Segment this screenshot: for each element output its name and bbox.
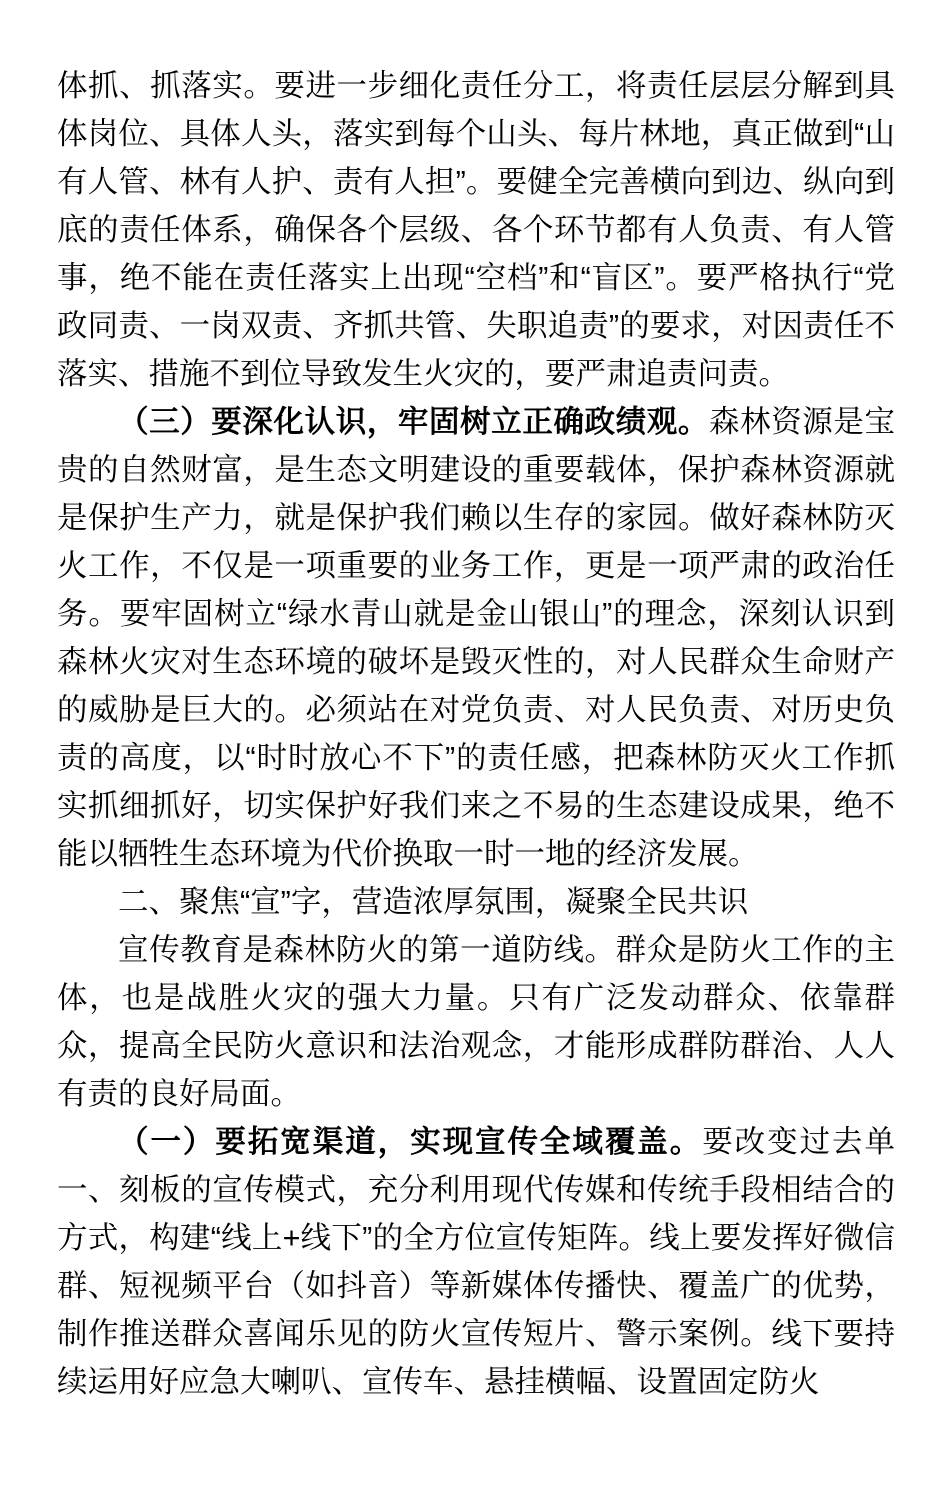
paragraph-continued-responsibility bbox=[57, 62, 895, 398]
paragraph-section2-intro bbox=[57, 926, 895, 1118]
paragraph-text: 要改变过去单一、刻板的宣传模式，充分利用现代传媒和传统手段相结合的方式，构建“线上+线下”的全方位宣传矩阵。线上要发挥好微信群、短视频平台（如抖音）等新媒体传播快、覆盖广的优势，制作推送群众喜闻乐见的防火宣传短片、警示案例。线下要持续运用好应急大喇叭、宣传车、悬挂横幅、设置固定防火 bbox=[57, 1125, 896, 1399]
document-body bbox=[57, 62, 895, 1486]
paragraph-bold-lead: （一）要拓宽渠道，实现宣传全域覆盖。 bbox=[118, 1125, 703, 1159]
section-heading-text: 二、聚焦“宣”字，营造浓厚氛围，凝聚全民共识 bbox=[118, 885, 749, 919]
paragraph-section2-item1 bbox=[57, 1118, 895, 1406]
paragraph-section1-item3 bbox=[57, 398, 895, 878]
paragraph-text: 宣传教育是森林防火的第一道防线。群众是防火工作的主体，也是战胜火灾的强大力量。只有广泛发动群众、依靠群众，提高全民防火意识和法治观念，才能形成群防群治、人人有责的良好局面。 bbox=[57, 933, 895, 1111]
page-bottom-margin bbox=[57, 1406, 895, 1486]
section-heading-two bbox=[57, 878, 895, 926]
paragraph-bold-lead: （三）要深化认识，牢固树立正确政绩观。 bbox=[118, 405, 709, 439]
paragraph-text: 体抓、抓落实。要进一步细化责任分工，将责任层层分解到具体岗位、具体人头，落实到每个山头、每片林地，真正做到“山有人管、林有人护、责有人担”。要健全完善横向到边、纵向到底的责任体系，确保各个层级、各个环节都有人负责、有人管事，绝不能在责任落实上出现“空档”和“盲区”。要严格执行“党政同责、一岗双责、齐抓共管、失职追责”的要求，对因责任不落实、措施不到位导致发生火灾的，要严肃追责问责。 bbox=[57, 69, 895, 391]
paragraph-text: 森林资源是宝贵的自然财富，是生态文明建设的重要载体，保护森林资源就是保护生产力，就是保护我们赖以生存的家园。做好森林防灭火工作，不仅是一项重要的业务工作，更是一项严肃的政治任务。要牢固树立“绿水青山就是金山银山”的理念，深刻认识到森林火灾对生态环境的破坏是毁灭性的，对人民群众生命财产的威胁是巨大的。必须站在对党负责、对人民负责、对历史负责的高度，以“时时放心不下”的责任感，把森林防灭火工作抓实抓细抓好，切实保护好我们来之不易的生态建设成果，绝不能以牺牲生态环境为代价换取一时一地的经济发展。 bbox=[57, 405, 896, 871]
